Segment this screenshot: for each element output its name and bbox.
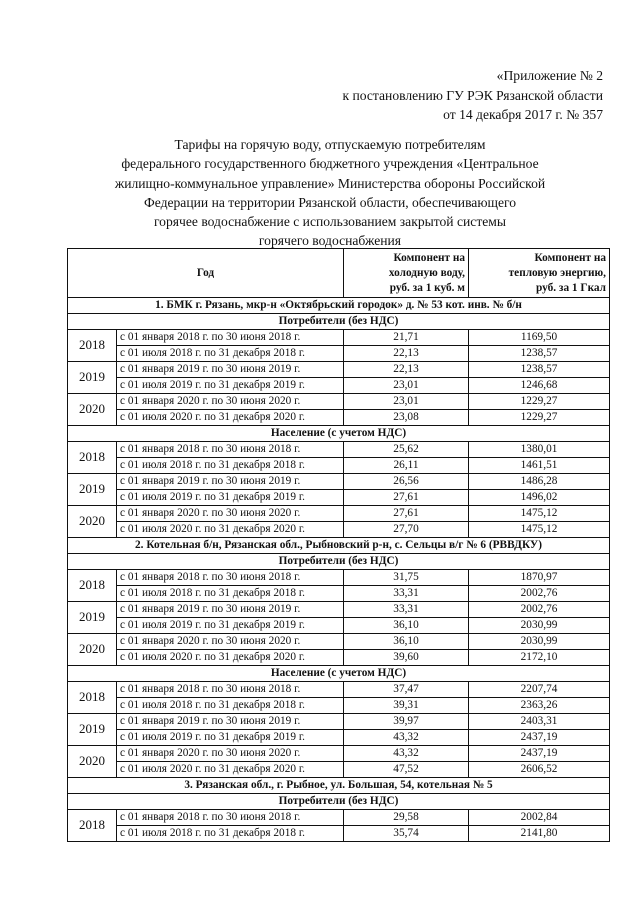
cold-water-value: 39,60 [344, 650, 469, 666]
header-cold-line: холодную воду, [388, 266, 466, 279]
cold-water-value: 23,08 [344, 410, 469, 426]
cold-water-value: 36,10 [344, 618, 469, 634]
table-row [68, 682, 610, 698]
appendix-line: от 14 декабря 2017 г. № 357 [443, 107, 603, 122]
title-line: федерального государственного бюджетного учреждения «Центральное [121, 156, 539, 172]
heat-energy-value: 1238,57 [469, 362, 610, 378]
heat-energy-value: 2437,19 [469, 730, 610, 746]
period-cell: с 01 января 2018 г. по 30 июня 2018 г. [117, 442, 344, 458]
table-row [68, 730, 610, 746]
year-cell: 2020 [68, 746, 117, 778]
section-title: 2. Котельная б/н, Рязанская обл., Рыбновский р-н, с. Сельцы в/г № 6 (РВВДКУ) [68, 538, 610, 554]
section-title: 1. БМК г. Рязань, мкр-н «Октябрьский городок» д. № 53 кот. инв. № б/н [68, 298, 610, 314]
table-row [68, 394, 610, 410]
table-row [68, 698, 610, 714]
heat-energy-value: 1475,12 [469, 522, 610, 538]
table-row [68, 570, 610, 586]
heat-energy-value: 1870,97 [469, 570, 610, 586]
year-cell: 2018 [68, 442, 117, 474]
title-line: Тарифы на горячую воду, отпускаемую потребителям [174, 137, 486, 152]
cold-water-value: 26,11 [344, 458, 469, 474]
heat-energy-value: 2403,31 [469, 714, 610, 730]
year-cell: 2018 [68, 682, 117, 714]
period-cell: с 01 июля 2019 г. по 31 декабря 2019 г. [117, 730, 344, 746]
period-cell: с 01 января 2019 г. по 30 июня 2019 г. [117, 362, 344, 378]
year-cell: 2018 [68, 570, 117, 602]
table-body [68, 298, 610, 842]
title-line: горячего водоснабжения [258, 233, 402, 249]
cold-water-value: 25,62 [344, 442, 469, 458]
section-row [68, 538, 610, 554]
category-row [68, 554, 610, 570]
heat-energy-value: 1461,51 [469, 458, 610, 474]
header-heat-energy [469, 249, 610, 298]
table-row [68, 746, 610, 762]
period-cell: с 01 июля 2018 г. по 31 декабря 2018 г. [117, 586, 344, 602]
period-cell: с 01 января 2018 г. по 30 июня 2018 г. [117, 570, 344, 586]
header-year: Год [68, 249, 344, 298]
table-row [68, 330, 610, 346]
cold-water-value: 47,52 [344, 762, 469, 778]
heat-energy-value: 2606,52 [469, 762, 610, 778]
cold-water-value: 36,10 [344, 634, 469, 650]
table-row [68, 410, 610, 426]
table-row [68, 522, 610, 538]
cold-water-value: 26,56 [344, 474, 469, 490]
category-label: Население (с учетом НДС) [68, 426, 610, 442]
cold-water-value: 39,31 [344, 698, 469, 714]
cold-water-value: 39,97 [344, 714, 469, 730]
cold-water-value: 27,61 [344, 490, 469, 506]
heat-energy-value: 2207,74 [469, 682, 610, 698]
cold-water-value: 23,01 [344, 394, 469, 410]
header-cold-water [344, 249, 469, 298]
category-label: Потребители (без НДС) [68, 794, 610, 810]
cold-water-value: 27,70 [344, 522, 469, 538]
heat-energy-value: 2363,26 [469, 698, 610, 714]
category-label: Потребители (без НДС) [68, 554, 610, 570]
period-cell: с 01 января 2018 г. по 30 июня 2018 г. [117, 330, 344, 346]
period-cell: с 01 января 2020 г. по 30 июня 2020 г. [117, 394, 344, 410]
period-cell: с 01 июля 2019 г. по 31 декабря 2019 г. [117, 618, 344, 634]
header-cold-line: руб. за 1 куб. м [389, 281, 466, 294]
section-title: 3. Рязанская обл., г. Рыбное, ул. Большая, 54, котельная № 5 [68, 778, 610, 794]
heat-energy-value: 1496,02 [469, 490, 610, 506]
year-cell: 2019 [68, 474, 117, 506]
period-cell: с 01 января 2018 г. по 30 июня 2018 г. [117, 810, 344, 826]
cold-water-value: 31,75 [344, 570, 469, 586]
period-cell: с 01 января 2020 г. по 30 июня 2020 г. [117, 634, 344, 650]
header-heat-line: Компонент на [534, 251, 607, 264]
table-header-row [68, 249, 610, 298]
heat-energy-value: 1246,68 [469, 378, 610, 394]
table-row [68, 714, 610, 730]
table-row [68, 378, 610, 394]
appendix-line: «Приложение № 2 [496, 68, 603, 83]
table-row [68, 602, 610, 618]
year-cell: 2020 [68, 394, 117, 426]
period-cell: с 01 июля 2018 г. по 31 декабря 2018 г. [117, 698, 344, 714]
period-cell: с 01 июля 2020 г. по 31 декабря 2020 г. [117, 522, 344, 538]
heat-energy-value: 2002,84 [469, 810, 610, 826]
period-cell: с 01 января 2019 г. по 30 июня 2019 г. [117, 474, 344, 490]
header-heat-line: руб. за 1 Гкал [535, 281, 607, 294]
title-line: Федерации на территории Рязанской области, обеспечивающего [143, 194, 517, 210]
year-cell: 2019 [68, 714, 117, 746]
heat-energy-value: 2141,80 [469, 826, 610, 842]
table-row [68, 474, 610, 490]
period-cell: с 01 января 2019 г. по 30 июня 2019 г. [117, 602, 344, 618]
cold-water-value: 43,32 [344, 730, 469, 746]
category-row [68, 794, 610, 810]
year-cell: 2020 [68, 506, 117, 538]
period-cell: с 01 июля 2018 г. по 31 декабря 2018 г. [117, 826, 344, 842]
year-cell: 2020 [68, 634, 117, 666]
table-row [68, 442, 610, 458]
cold-water-value: 27,61 [344, 506, 469, 522]
heat-energy-value: 1229,27 [469, 394, 610, 410]
table-row [68, 458, 610, 474]
heat-energy-value: 2172,10 [469, 650, 610, 666]
table-row [68, 826, 610, 842]
period-cell: с 01 июля 2018 г. по 31 декабря 2018 г. [117, 458, 344, 474]
cold-water-value: 22,13 [344, 346, 469, 362]
category-row [68, 426, 610, 442]
title-line: жилищно-коммунальное управление» Министерства обороны Российской [114, 175, 546, 191]
year-cell: 2019 [68, 602, 117, 634]
appendix-line: к постановлению ГУ РЭК Рязанской области [342, 87, 603, 103]
table-row [68, 586, 610, 602]
heat-energy-value: 2437,19 [469, 746, 610, 762]
heat-energy-value: 1238,57 [469, 346, 610, 362]
heat-energy-value: 1229,27 [469, 410, 610, 426]
category-label: Население (с учетом НДС) [68, 666, 610, 682]
period-cell: с 01 января 2018 г. по 30 июня 2018 г. [117, 682, 344, 698]
period-cell: с 01 июля 2019 г. по 31 декабря 2019 г. [117, 490, 344, 506]
cold-water-value: 29,58 [344, 810, 469, 826]
cold-water-value: 43,32 [344, 746, 469, 762]
section-row [68, 298, 610, 314]
year-cell: 2018 [68, 330, 117, 362]
cold-water-value: 33,31 [344, 586, 469, 602]
header-heat-line: тепловую энергию, [508, 266, 607, 279]
section-row [68, 778, 610, 794]
tariffs-table [67, 248, 610, 842]
heat-energy-value: 1486,28 [469, 474, 610, 490]
category-row [68, 666, 610, 682]
table-row [68, 346, 610, 362]
period-cell: с 01 июля 2020 г. по 31 декабря 2020 г. [117, 410, 344, 426]
heat-energy-value: 2002,76 [469, 586, 610, 602]
period-cell: с 01 июля 2019 г. по 31 декабря 2019 г. [117, 378, 344, 394]
cold-water-value: 22,13 [344, 362, 469, 378]
table-row [68, 362, 610, 378]
heat-energy-value: 2030,99 [469, 634, 610, 650]
year-cell: 2019 [68, 362, 117, 394]
year-cell: 2018 [68, 810, 117, 842]
heat-energy-value: 2002,76 [469, 602, 610, 618]
period-cell: с 01 января 2020 г. по 30 июня 2020 г. [117, 746, 344, 762]
header-cold-line: Компонент на [393, 251, 466, 264]
cold-water-value: 21,71 [344, 330, 469, 346]
table-row [68, 618, 610, 634]
category-label: Потребители (без НДС) [68, 314, 610, 330]
heat-energy-value: 2030,99 [469, 618, 610, 634]
table-row [68, 810, 610, 826]
heat-energy-value: 1475,12 [469, 506, 610, 522]
cold-water-value: 37,47 [344, 682, 469, 698]
heat-energy-value: 1169,50 [469, 330, 610, 346]
title-line: горячее водоснабжение с использованием закрытой системы [153, 214, 507, 230]
cold-water-value: 23,01 [344, 378, 469, 394]
period-cell: с 01 января 2020 г. по 30 июня 2020 г. [117, 506, 344, 522]
heat-energy-value: 1380,01 [469, 442, 610, 458]
table-row [68, 634, 610, 650]
category-row [68, 314, 610, 330]
period-cell: с 01 июля 2020 г. по 31 декабря 2020 г. [117, 762, 344, 778]
document-title [60, 135, 600, 251]
table-row [68, 650, 610, 666]
appendix-heading [342, 66, 603, 125]
cold-water-value: 33,31 [344, 602, 469, 618]
table-row [68, 506, 610, 522]
table-row [68, 762, 610, 778]
cold-water-value: 35,74 [344, 826, 469, 842]
table-row [68, 490, 610, 506]
period-cell: с 01 января 2019 г. по 30 июня 2019 г. [117, 714, 344, 730]
period-cell: с 01 июля 2020 г. по 31 декабря 2020 г. [117, 650, 344, 666]
period-cell: с 01 июля 2018 г. по 31 декабря 2018 г. [117, 346, 344, 362]
